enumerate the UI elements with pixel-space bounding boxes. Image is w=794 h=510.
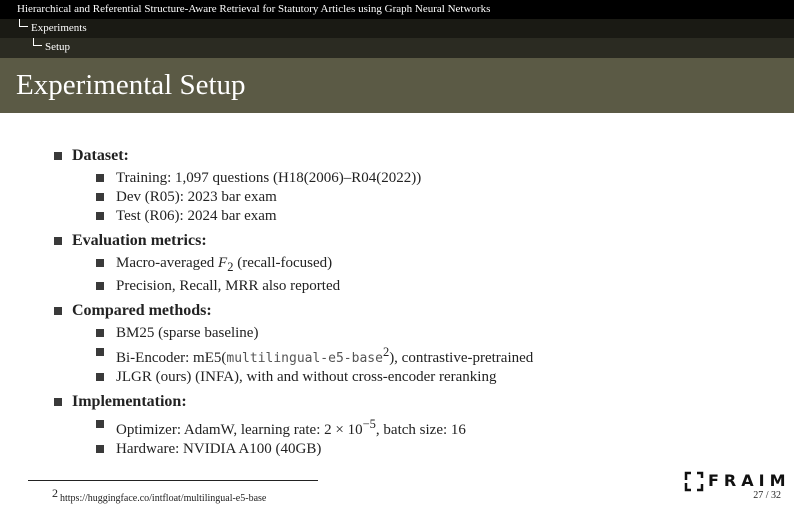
footnote-rule: [28, 480, 318, 481]
list-item: Bi-Encoder: mE5(multilingual-e5-base$^2$), contrastive-pretrained: [116, 343, 794, 368]
footnote: [52, 486, 266, 504]
footnote-url[interactable]: https://huggingface.co/intfloat/multilingual-e5-base: [60, 493, 267, 504]
list-item: Macro-averaged $F_2$ (recall-focused): [116, 254, 794, 277]
header-presentation-title: [0, 0, 794, 19]
section-dataset: [54, 146, 794, 226]
square-bullet-icon: [54, 237, 62, 245]
list-item: Training: 1,097 questions (H18(2006)–R04(2022)): [116, 169, 794, 188]
section-heading: Compared methods:: [72, 302, 212, 319]
square-bullet-icon: [54, 398, 62, 406]
square-bullet-icon: [96, 348, 104, 356]
section-label: Experiments: [31, 22, 87, 34]
square-bullet-icon: [96, 445, 104, 453]
section-heading: Evaluation metrics:: [72, 232, 207, 249]
section-metrics: [54, 231, 794, 296]
footnote-ref[interactable]: 2: [382, 345, 390, 359]
list-item: Test (R06): 2024 bar exam: [116, 207, 794, 226]
slide-title: Experimental Setup: [16, 69, 246, 101]
section-heading: Implementation:: [72, 393, 187, 410]
list-item: BM25 (sparse baseline): [116, 324, 794, 343]
presentation-title: Hierarchical and Referential Structure-Aware Retrieval for Statutory Articles using Graph Neural Networks: [17, 3, 491, 15]
page-number: 27 / 32: [753, 490, 781, 501]
learning-rate-value: 2 × 10: [324, 422, 363, 438]
f2-subscript: 2: [227, 260, 234, 274]
tree-branch-icon: [19, 19, 28, 27]
learning-rate-exponent: −5: [362, 417, 376, 431]
f2-variable: F: [218, 255, 228, 271]
square-bullet-icon: [96, 420, 104, 428]
tree-branch-icon: [33, 38, 42, 46]
square-bullet-icon: [96, 259, 104, 267]
section-heading: Dataset:: [72, 147, 129, 164]
square-bullet-icon: [96, 212, 104, 220]
header-section: [0, 19, 794, 38]
header-subsection: [0, 38, 794, 58]
section-implementation: [54, 392, 794, 459]
square-bullet-icon: [96, 329, 104, 337]
title-bar: [0, 58, 794, 113]
subsection-label: Setup: [45, 41, 71, 53]
square-bullet-icon: [96, 282, 104, 290]
list-item: Hardware: NVIDIA A100 (40GB): [116, 440, 794, 459]
footnote-mark: 2: [52, 486, 58, 500]
square-bullet-icon: [96, 174, 104, 182]
list-item: JLGR (ours) (INFA), with and without cross-encoder reranking: [116, 368, 794, 387]
section-methods: [54, 301, 794, 387]
square-bullet-icon: [96, 373, 104, 381]
list-item: Optimizer: AdamW, learning rate: $2 \times 10^{-5}$, batch size: 16: [116, 415, 794, 440]
slide-content: [0, 146, 794, 464]
list-item: Precision, Recall, MRR also reported: [116, 277, 794, 296]
square-bullet-icon: [54, 307, 62, 315]
square-bullet-icon: [54, 152, 62, 160]
fraim-logo: FRAIM: [708, 471, 791, 490]
square-bullet-icon: [96, 193, 104, 201]
list-item: Dev (R05): 2023 bar exam: [116, 188, 794, 207]
model-name: multilingual-e5-base: [226, 351, 383, 366]
